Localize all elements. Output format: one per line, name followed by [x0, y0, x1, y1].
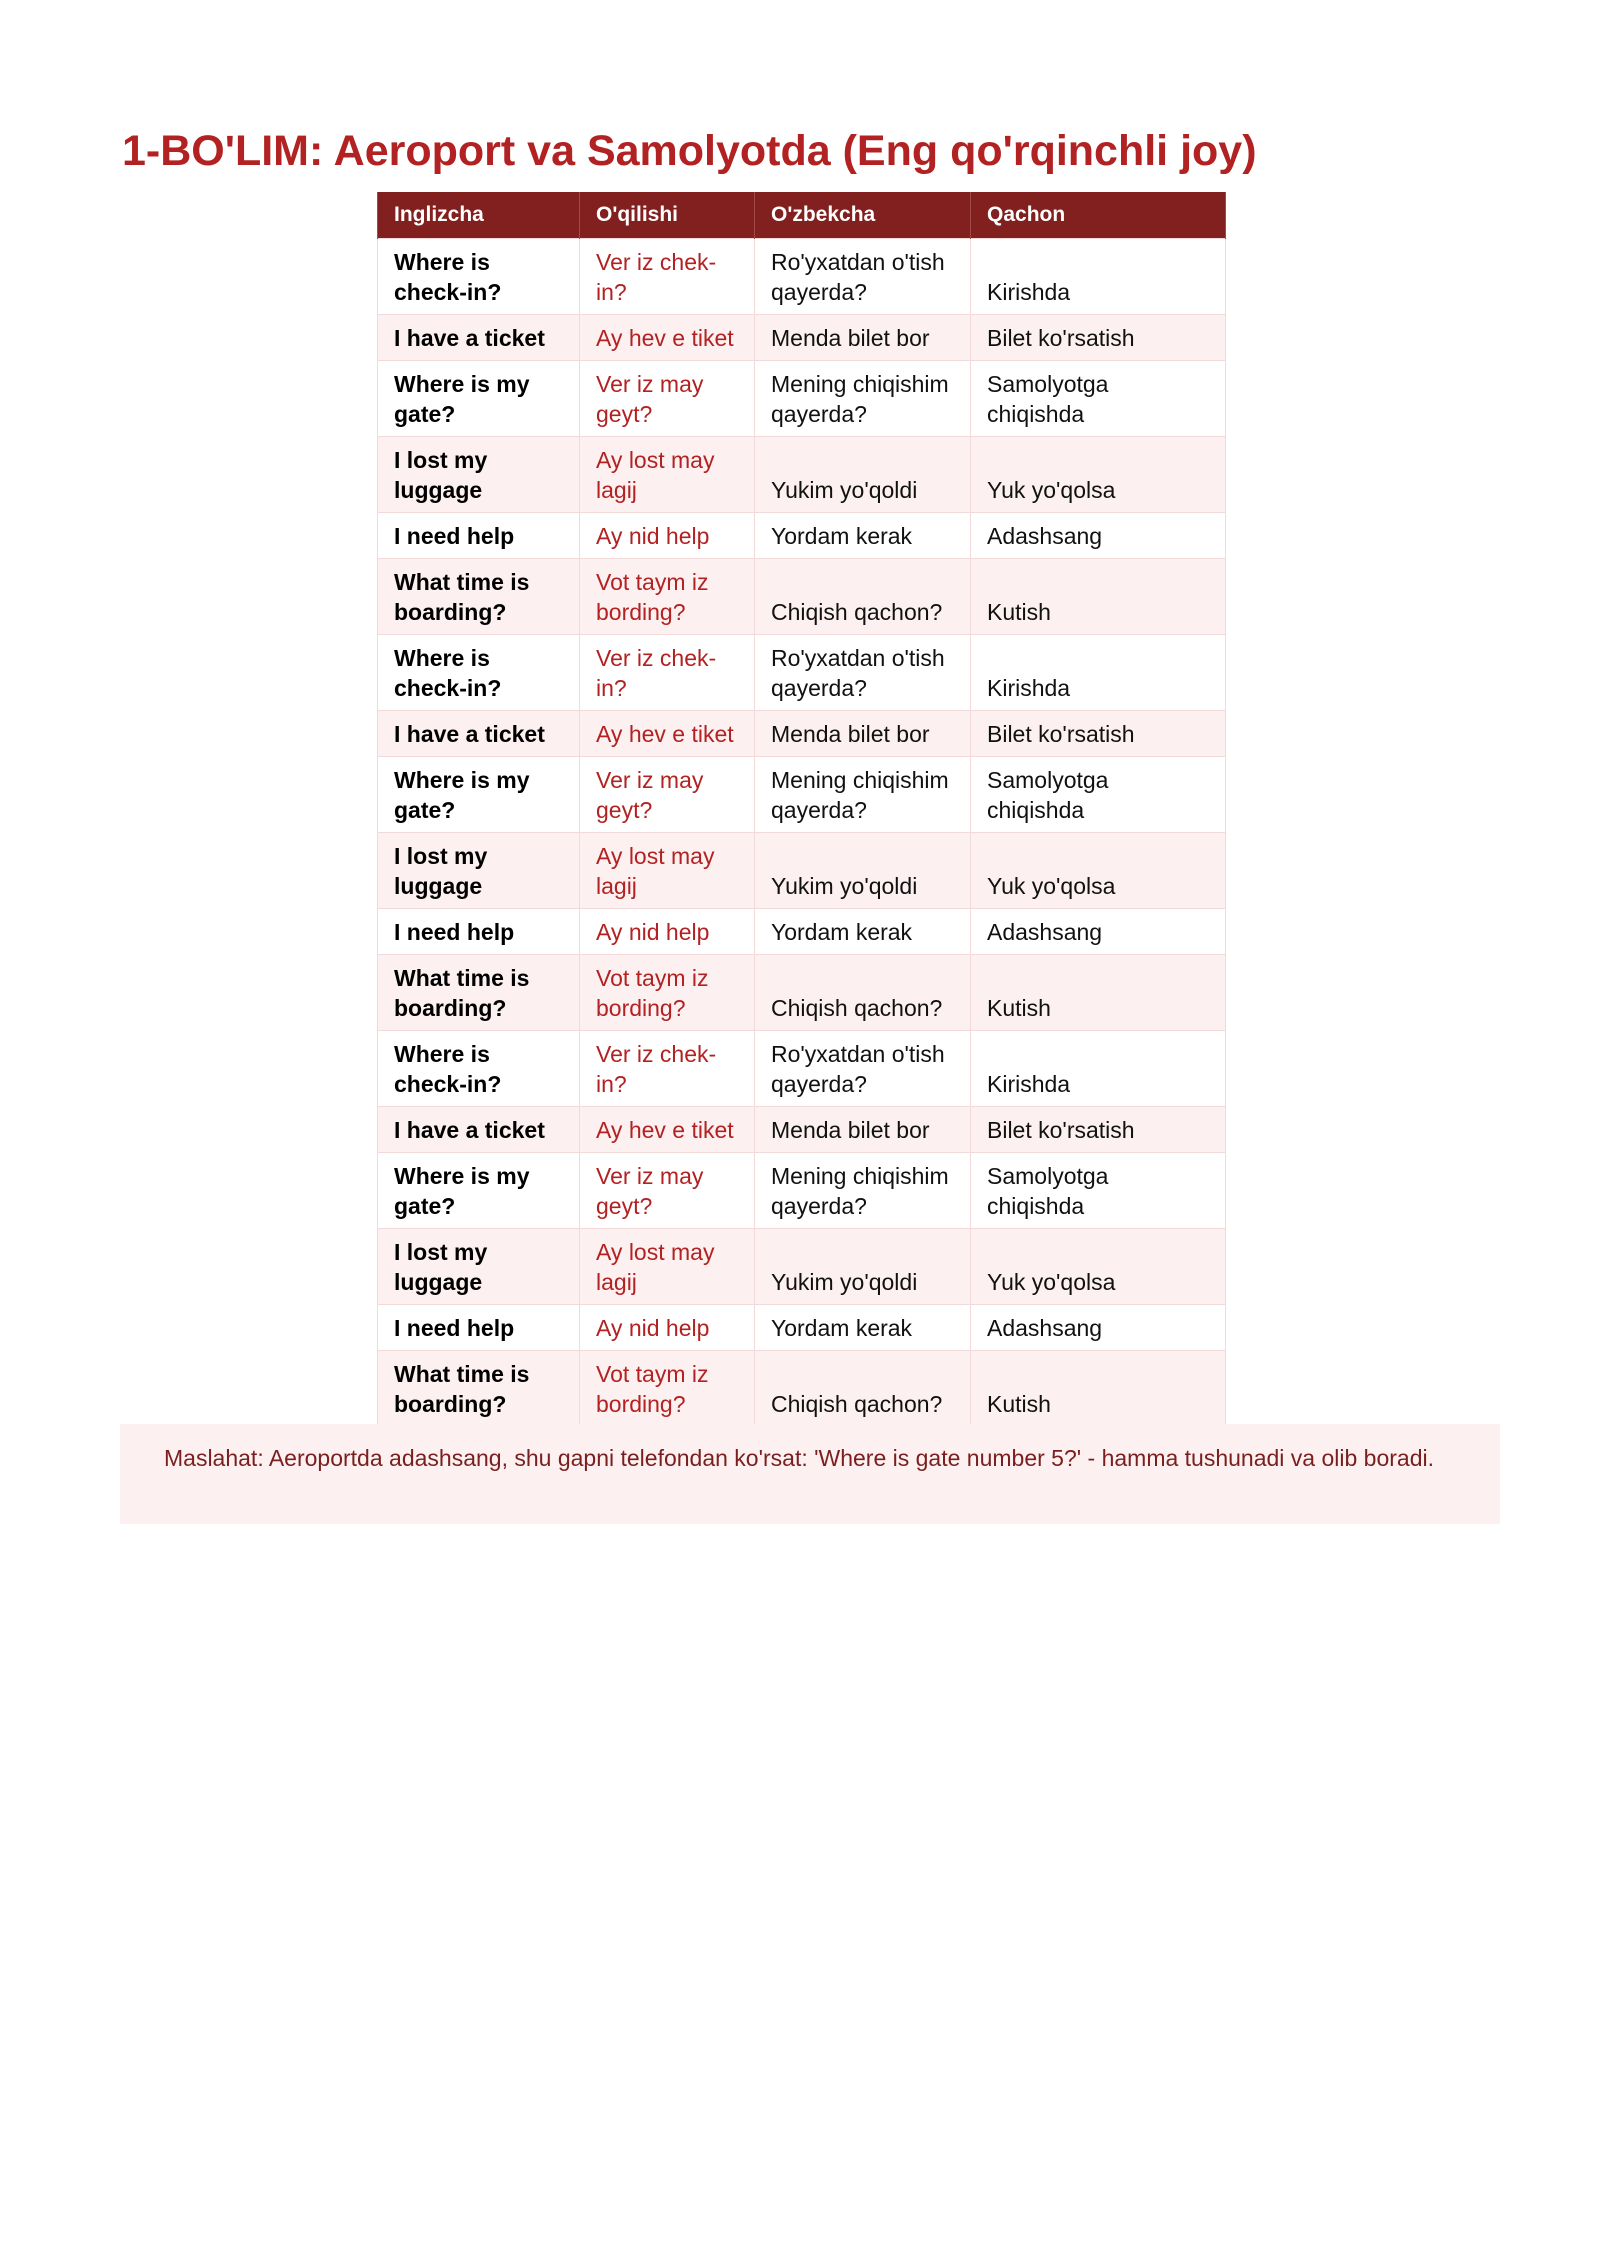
table-row — [378, 1228, 1226, 1304]
usage-context-cell: Kutish — [971, 558, 1226, 634]
uzbek-translation-cell: Chiqish qachon? — [755, 1350, 971, 1426]
uzbek-translation-cell: Yukim yo'qoldi — [755, 1228, 971, 1304]
phrase-table — [377, 192, 1226, 1427]
usage-context-cell: Yuk yo'qolsa — [971, 832, 1226, 908]
pronunciation-cell: Ver iz chek-in? — [580, 634, 755, 710]
table-row — [378, 1350, 1226, 1426]
usage-context-cell: Samolyotga chiqishda — [971, 1152, 1226, 1228]
usage-context-cell: Adashsang — [971, 512, 1226, 558]
tip-box — [120, 1424, 1500, 1524]
usage-context-cell: Adashsang — [971, 1304, 1226, 1350]
english-phrase-cell: I need help — [378, 512, 580, 558]
table-row — [378, 512, 1226, 558]
usage-context-cell: Yuk yo'qolsa — [971, 1228, 1226, 1304]
english-phrase-cell: I need help — [378, 908, 580, 954]
english-phrase-cell: Where is check-in? — [378, 634, 580, 710]
english-phrase-cell: Where is check-in? — [378, 238, 580, 314]
table-row — [378, 710, 1226, 756]
pronunciation-cell: Vot taym iz bording? — [580, 558, 755, 634]
table-row — [378, 558, 1226, 634]
english-phrase-cell: Where is my gate? — [378, 1152, 580, 1228]
english-phrase-cell: Where is my gate? — [378, 756, 580, 832]
pronunciation-cell: Ay hev e tiket — [580, 314, 755, 360]
table-row — [378, 756, 1226, 832]
uzbek-translation-cell: Yukim yo'qoldi — [755, 436, 971, 512]
usage-context-cell: Yuk yo'qolsa — [971, 436, 1226, 512]
pronunciation-cell: Ay lost may lagij — [580, 436, 755, 512]
pronunciation-cell: Ay nid help — [580, 908, 755, 954]
english-phrase-cell: What time is boarding? — [378, 954, 580, 1030]
table-row — [378, 634, 1226, 710]
uzbek-translation-cell: Menda bilet bor — [755, 314, 971, 360]
usage-context-cell: Adashsang — [971, 908, 1226, 954]
uzbek-translation-cell: Mening chiqishim qayerda? — [755, 756, 971, 832]
table-row — [378, 1304, 1226, 1350]
pronunciation-cell: Ver iz chek-in? — [580, 1030, 755, 1106]
uzbek-translation-cell: Yordam kerak — [755, 512, 971, 558]
uzbek-translation-cell: Ro'yxatdan o'tish qayerda? — [755, 1030, 971, 1106]
english-phrase-cell: What time is boarding? — [378, 558, 580, 634]
table-header-row — [378, 192, 1226, 238]
english-phrase-cell: I have a ticket — [378, 1106, 580, 1152]
pronunciation-cell: Ay nid help — [580, 1304, 755, 1350]
usage-context-cell: Kirishda — [971, 634, 1226, 710]
pronunciation-cell: Vot taym iz bording? — [580, 954, 755, 1030]
english-phrase-cell: I have a ticket — [378, 314, 580, 360]
usage-context-cell: Bilet ko'rsatish — [971, 1106, 1226, 1152]
english-phrase-cell: I lost my luggage — [378, 436, 580, 512]
usage-context-cell: Bilet ko'rsatish — [971, 710, 1226, 756]
uzbek-translation-cell: Mening chiqishim qayerda? — [755, 1152, 971, 1228]
pronunciation-cell: Ay lost may lagij — [580, 832, 755, 908]
english-phrase-cell: Where is my gate? — [378, 360, 580, 436]
uzbek-translation-cell: Chiqish qachon? — [755, 954, 971, 1030]
column-header-english: Inglizcha — [378, 192, 580, 238]
table-body — [378, 238, 1226, 1426]
pronunciation-cell: Ver iz may geyt? — [580, 360, 755, 436]
table-row — [378, 832, 1226, 908]
uzbek-translation-cell: Yordam kerak — [755, 908, 971, 954]
pronunciation-cell: Ay lost may lagij — [580, 1228, 755, 1304]
pronunciation-cell: Ver iz may geyt? — [580, 1152, 755, 1228]
table-row — [378, 1152, 1226, 1228]
usage-context-cell: Samolyotga chiqishda — [971, 756, 1226, 832]
table-row — [378, 908, 1226, 954]
english-phrase-cell: What time is boarding? — [378, 1350, 580, 1426]
english-phrase-cell: I lost my luggage — [378, 1228, 580, 1304]
table-row — [378, 1106, 1226, 1152]
uzbek-translation-cell: Chiqish qachon? — [755, 558, 971, 634]
usage-context-cell: Kutish — [971, 1350, 1226, 1426]
uzbek-translation-cell: Menda bilet bor — [755, 1106, 971, 1152]
usage-context-cell: Samolyotga chiqishda — [971, 360, 1226, 436]
column-header-pronunciation: O'qilishi — [580, 192, 755, 238]
pronunciation-cell: Vot taym iz bording? — [580, 1350, 755, 1426]
pronunciation-cell: Ay hev e tiket — [580, 1106, 755, 1152]
page-title: 1-BO'LIM: Aeroport va Samolyotda (Eng qo'rqinchli joy) — [122, 127, 1257, 175]
uzbek-translation-cell: Yukim yo'qoldi — [755, 832, 971, 908]
tip-text: Maslahat: Aeroportda adashsang, shu gapni telefondan ko'rsat: 'Where is gate number 5?' - hamma tushunadi va olib boradi. — [164, 1445, 1434, 1471]
table-row — [378, 954, 1226, 1030]
uzbek-translation-cell: Mening chiqishim qayerda? — [755, 360, 971, 436]
table-row — [378, 360, 1226, 436]
usage-context-cell: Kirishda — [971, 1030, 1226, 1106]
pronunciation-cell: Ay hev e tiket — [580, 710, 755, 756]
table-row — [378, 436, 1226, 512]
table-row — [378, 314, 1226, 360]
usage-context-cell: Bilet ko'rsatish — [971, 314, 1226, 360]
pronunciation-cell: Ay nid help — [580, 512, 755, 558]
usage-context-cell: Kutish — [971, 954, 1226, 1030]
column-header-when: Qachon — [971, 192, 1226, 238]
uzbek-translation-cell: Ro'yxatdan o'tish qayerda? — [755, 634, 971, 710]
pronunciation-cell: Ver iz chek-in? — [580, 238, 755, 314]
uzbek-translation-cell: Ro'yxatdan o'tish qayerda? — [755, 238, 971, 314]
table-row — [378, 238, 1226, 314]
uzbek-translation-cell: Menda bilet bor — [755, 710, 971, 756]
english-phrase-cell: I lost my luggage — [378, 832, 580, 908]
english-phrase-cell: Where is check-in? — [378, 1030, 580, 1106]
usage-context-cell: Kirishda — [971, 238, 1226, 314]
english-phrase-cell: I need help — [378, 1304, 580, 1350]
column-header-uzbek: O'zbekcha — [755, 192, 971, 238]
uzbek-translation-cell: Yordam kerak — [755, 1304, 971, 1350]
english-phrase-cell: I have a ticket — [378, 710, 580, 756]
pronunciation-cell: Ver iz may geyt? — [580, 756, 755, 832]
table-row — [378, 1030, 1226, 1106]
